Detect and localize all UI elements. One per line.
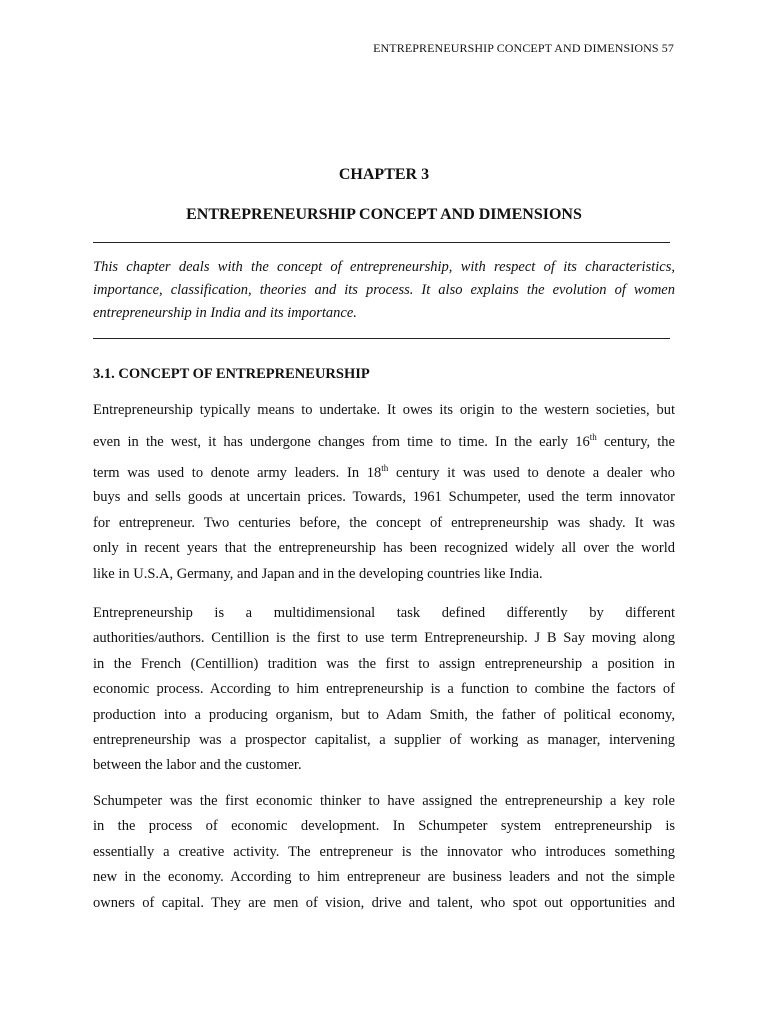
text-run: term was used to denote army leaders. In 18 bbox=[93, 465, 382, 482]
paragraph-line: economic process. According to him entrepreneurship is a function to combine the factors of bbox=[93, 681, 675, 698]
paragraph-3 bbox=[93, 789, 675, 916]
paragraph-line: Entrepreneurship typically means to undertake. It owes its origin to the western societies, but bbox=[93, 402, 675, 418]
paragraph-line bbox=[93, 423, 675, 454]
divider-top bbox=[93, 242, 670, 243]
paragraph-2 bbox=[93, 601, 675, 779]
paragraph-line: in the process of economic development. In Schumpeter system entrepreneurship is bbox=[93, 818, 675, 835]
paragraph-1 bbox=[93, 398, 675, 587]
abstract-line: entrepreneurship in India and its importance. bbox=[93, 305, 357, 321]
paragraph-line: owners of capital. They are men of vision, drive and talent, who spot out opportunities and bbox=[93, 894, 675, 911]
paragraph-line: buys and sells goods at uncertain prices. Towards, 1961 Schumpeter, used the term innovator bbox=[93, 489, 675, 506]
section-heading: 3.1. CONCEPT OF ENTREPRENEURSHIP bbox=[93, 366, 370, 382]
superscript: th bbox=[589, 432, 597, 443]
paragraph-line: production into a producing organism, but to Adam Smith, the father of political economy, bbox=[93, 706, 675, 723]
paragraph-line: Entrepreneurship is a multidimensional task defined differently by different bbox=[93, 605, 675, 621]
paragraph-line: like in U.S.A, Germany, and Japan and in the developing countries like India. bbox=[93, 565, 543, 582]
paragraph-line: in the French (Centillion) tradition was the first to assign entrepreneurship a position in bbox=[93, 655, 675, 672]
abstract-line: This chapter deals with the concept of entrepreneurship, with respect of its characteristics, bbox=[93, 259, 675, 275]
chapter-abstract bbox=[93, 256, 675, 325]
abstract-line: importance, classification, theories and its process. It also explains the evolution of women bbox=[93, 282, 675, 298]
running-header: ENTREPRENEURSHIP CONCEPT AND DIMENSIONS 57 bbox=[373, 41, 674, 55]
paragraph-line: only in recent years that the entrepreneurship has been recognized widely all over the world bbox=[93, 540, 675, 557]
divider-bottom bbox=[93, 338, 670, 339]
paragraph-line bbox=[93, 454, 675, 485]
chapter-number: CHAPTER 3 bbox=[338, 166, 430, 183]
superscript: th bbox=[381, 463, 389, 474]
paragraph-line: for entrepreneur. Two centuries before, the concept of entrepreneurship was shady. It was bbox=[93, 514, 675, 531]
paragraph-line: entrepreneurship was a prospector capitalist, a supplier of working as manager, intervening bbox=[93, 731, 675, 748]
paragraph-line: authorities/authors. Centillion is the first to use term Entrepreneurship. J B Say moving along bbox=[93, 630, 675, 647]
paragraph-line: essentially a creative activity. The entrepreneur is the innovator who introduces something bbox=[93, 843, 675, 860]
paragraph-line: Schumpeter was the first economic thinker to have assigned the entrepreneurship a key role bbox=[93, 793, 675, 809]
text-run: century, the bbox=[596, 434, 675, 451]
paragraph-line: new in the economy. According to him entrepreneur are business leaders and not the simple bbox=[93, 869, 675, 886]
text-run: century it was used to denote a dealer who bbox=[388, 465, 675, 482]
text-run: even in the west, it has undergone changes from time to time. In the early 16 bbox=[93, 434, 590, 451]
paragraph-line: between the labor and the customer. bbox=[93, 757, 302, 774]
chapter-title: ENTREPRENEURSHIP CONCEPT AND DIMENSIONS bbox=[186, 206, 582, 223]
